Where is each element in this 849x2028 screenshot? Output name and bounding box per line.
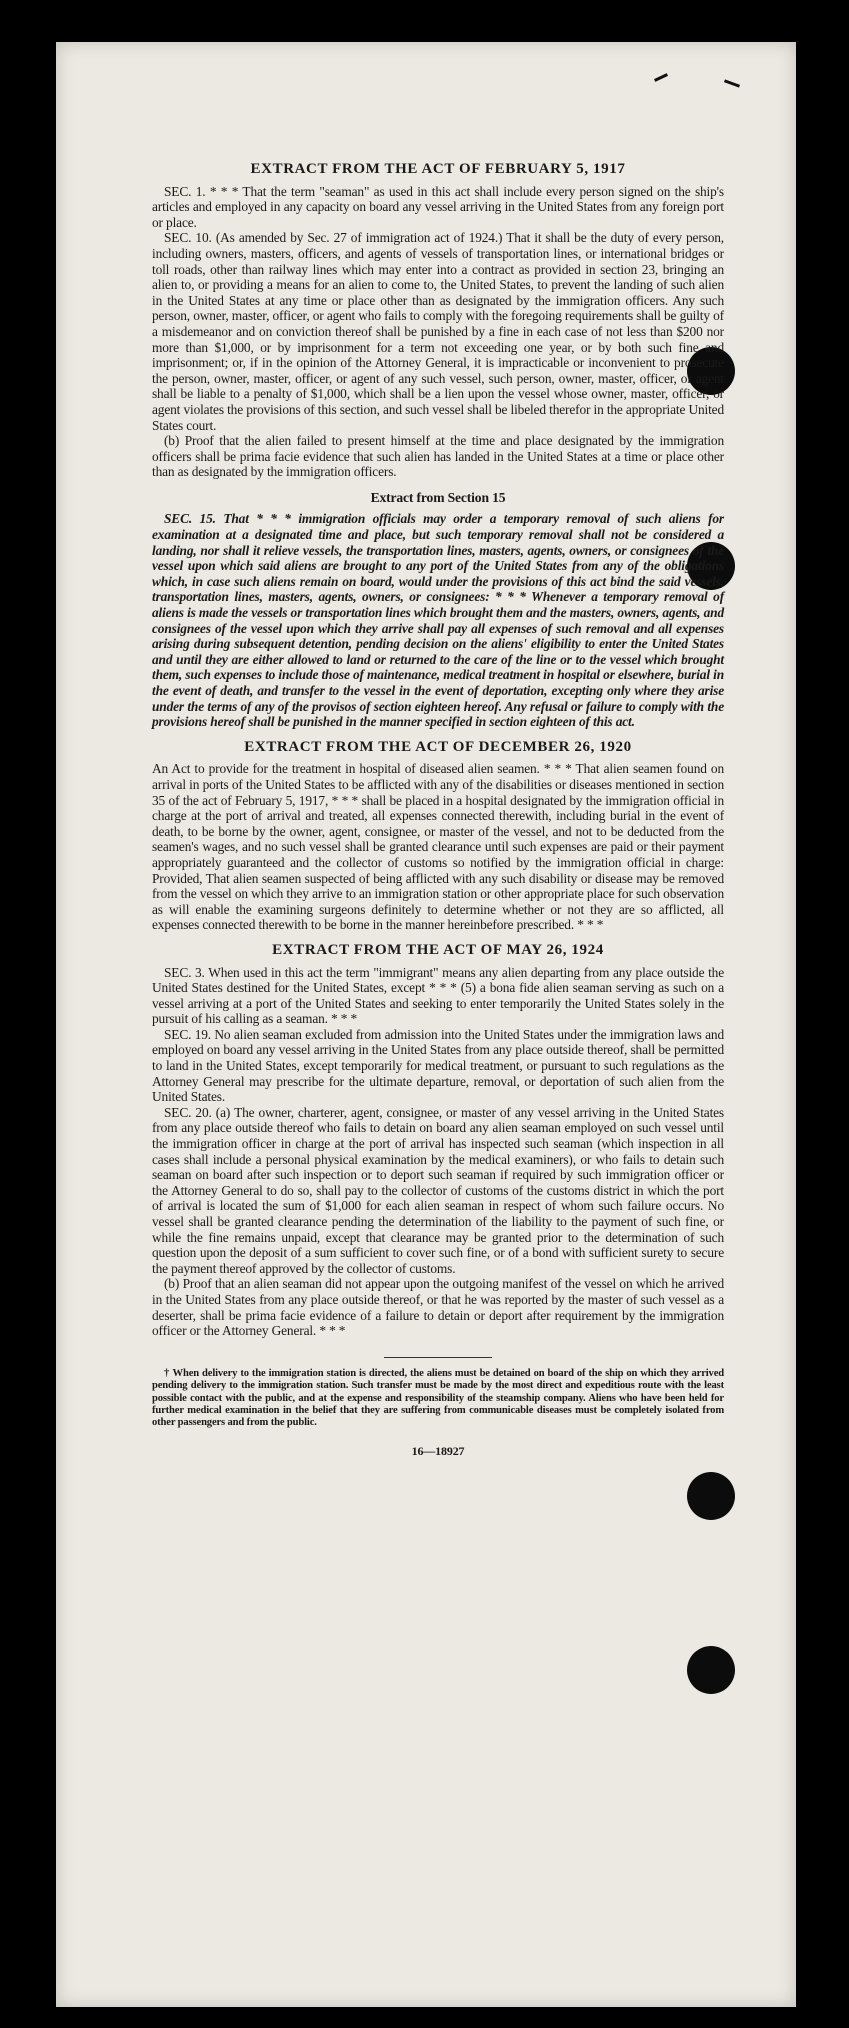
- footnote: [152, 1368, 724, 1430]
- footnote-text: † When delivery to the immigration station is directed, the aliens must be detained on board of the ship on which they arrived pending delivery to the immigration station. Such transfer must be made by the most direct and expeditious route with the least possible contact with the public, and at the expense and responsibility of the steamship company. Aliens who have been held for further medical examination in the belief that they are suffering from communicable diseases must be completely isolated from other passengers and from the public.: [152, 1367, 724, 1429]
- document-page: [56, 42, 796, 2007]
- paragraph: An Act to provide for the treatment in hospital of diseased alien seamen. * * * That alien seamen found on arrival in ports of the United States to be afflicted with any of the disabilities or diseases mentioned in section 35 of the act of February 5, 1917, * * * shall be placed in a hospital designated by the immigration official in charge at the port of arrival and treated, all expenses connected therewith, including burial in the event of death, to be borne by the owner, agent, consignee, or master of the vessel, and not to be deducted from the seamen's wages, and no such vessel shall be granted clearance until such expenses are paid or their payment appropriately guaranteed and the collector of customs so notified by the immigration official in charge: Provided, That alien seamen suspected of being afflicted with any such disability or disease may be removed from the vessel on which they arrive to an immigration station or other appropriate place for such observation as will enable the examining surgeons definitely to determine whether or not they are so afflicted, all expenses connected therewith to be borne in the manner hereinbefore prescribed. * * *: [152, 761, 724, 933]
- paragraph: (b) Proof that an alien seaman did not appear upon the outgoing manifest of the vessel on which he arrived in the United States from any place outside thereof, or that he was reported by the master of such vessel as a deserter, shall be prima facie evidence of a failure to detain or deport after requirement by the immigration officer or the Attorney General. * * *: [152, 1276, 724, 1339]
- paragraph: SEC. 1. * * * That the term "seaman" as used in this act shall include every person signed on the ship's articles and employed in any capacity on board any vessel arriving in the United States from any foreign port or place.: [152, 183, 724, 230]
- section-heading: EXTRACT FROM THE ACT OF MAY 26, 1924: [272, 941, 604, 958]
- act-1920-section: [152, 740, 724, 933]
- act-1917-section: [152, 162, 724, 480]
- act-1924-section: [152, 943, 724, 1339]
- paragraph: SEC. 15. That * * * immigration officials may order a temporary removal of such aliens for examination at a designated time and place, but such temporary removal shall not be considered a landing, nor shall it relieve vessels, the transportation lines, masters, agents, owners, or consignees of the vessel upon which said aliens are brought to any port of the United States from any of the obligations which, in case such aliens remain on board, would under the provisions of this act bind the said vessels, transportation lines, masters, agents, owners, or consignees: * * * Whenever a temporary removal of aliens is made the vessels or transportation lines which brought them and the masters, owners, agents, and consignees of the vessel upon which they arrive shall pay all expenses of such removal and all expenses arising during subsequent detention, pending decision on the aliens' eligibility to enter the United States and until they are either allowed to land or returned to the care of the line or to the vessel which brought them, such expenses to include those of maintenance, medical treatment in hospital or elsewhere, burial in the event of death, and transfer to the vessel in the event of deportation, excepting only where they arise under the terms of any of the provisos of section eighteen hereof. Any refusal or failure to comply with the provisions hereof shall be punished in the manner specified in section eighteen of this act.: [152, 511, 724, 730]
- subsection-heading: Extract from Section 15: [370, 489, 506, 505]
- paragraph: SEC. 19. No alien seaman excluded from admission into the United States under the immigration laws and employed on board any vessel arriving in the United States from any place outside thereof, shall be permitted to land in the United States, except temporarily for medical treatment, or pursuant to such regulations as the Attorney General may prescribe for the ultimate departure, removal, or deportation of such alien from the United States.: [152, 1026, 724, 1105]
- section-heading: EXTRACT FROM THE ACT OF FEBRUARY 5, 1917: [250, 161, 626, 177]
- paragraph: SEC. 20. (a) The owner, charterer, agent, consignee, or master of any vessel arriving in the United States from any place outside thereof who fails to detain on board any alien seaman employed on such vessel until the immigration officer in charge at the port of arrival has inspected such seaman (which inspection in all cases shall include a personal physical examination by the medical examiners), or who fails to detain such seaman on board after such inspection or to deport such seaman if required by such immigration officer or the Attorney General to do so, shall pay to the collector of customs of the customs district in which the port of arrival is located the sum of $1,000 for each alien seaman in respect of whom such failure occurs. No vessel shall be granted clearance pending the determination of the liability to the payment of such fine, or while the fine remains unpaid, except that clearance may be granted prior to the determination of such question upon the deposit of a sum sufficient to cover such fine, or of a bond with sufficient surety to secure the payment thereof approved by the collector of customs.: [152, 1104, 724, 1276]
- section-heading: EXTRACT FROM THE ACT OF DECEMBER 26, 1920: [244, 738, 632, 755]
- paragraph: SEC. 3. When used in this act the term "immigrant" means any alien departing from any place outside the United States destined for the United States, except * * * (5) a bona fide alien seaman serving as such on a vessel arriving at a port of the United States and seeking to enter temporarily the United States solely in the pursuit of his calling as a seaman. * * *: [152, 964, 724, 1027]
- paragraph: (b) Proof that the alien failed to present himself at the time and place designated by the immigration officers shall be prima facie evidence that such alien has landed in the United States at a time or place other than as designated by the immigration officers.: [152, 433, 724, 480]
- document-body: [152, 162, 724, 1459]
- scan-mark: [724, 79, 740, 87]
- paragraph: SEC. 10. (As amended by Sec. 27 of immigration act of 1924.) That it shall be the duty of every person, including owners, masters, officers, and agents of vessels of transportation lines, or international bridges or toll roads, other than railway lines which may enter into a contract as provided in section 23, bringing an alien to, or providing a means for an alien to come to, the United States, to prevent the landing of such alien in the United States at any time or place other than as designated by the immigration officers. Any such person, owner, master, officer, or agent who fails to comply with the foregoing requirements shall be guilty of a misdemeanor and on conviction thereof shall be punished by a fine in each case of not less than $200 nor more than $1,000, or by imprisonment for a term not exceeding one year, or by both such fine and imprisonment; or, if in the opinion of the Attorney General, it is impracticable or inconvenient to prosecute the person, owner, master, officer, or agent of any such vessel, such person, owner, master, officer, or agent shall be liable to a penalty of $1,000, which shall be a lien upon the vessel whose owner, master, officer, or agent violates the provisions of this section, and such vessel shall be libeled therefor in the appropriate United States court.: [152, 230, 724, 433]
- scan-mark: [654, 73, 668, 82]
- section-15-extract: [152, 490, 724, 730]
- punch-hole: [687, 1472, 735, 1520]
- form-number: 16—18927: [411, 1443, 465, 1458]
- footnote-divider: [384, 1357, 492, 1358]
- punch-hole: [687, 1646, 735, 1694]
